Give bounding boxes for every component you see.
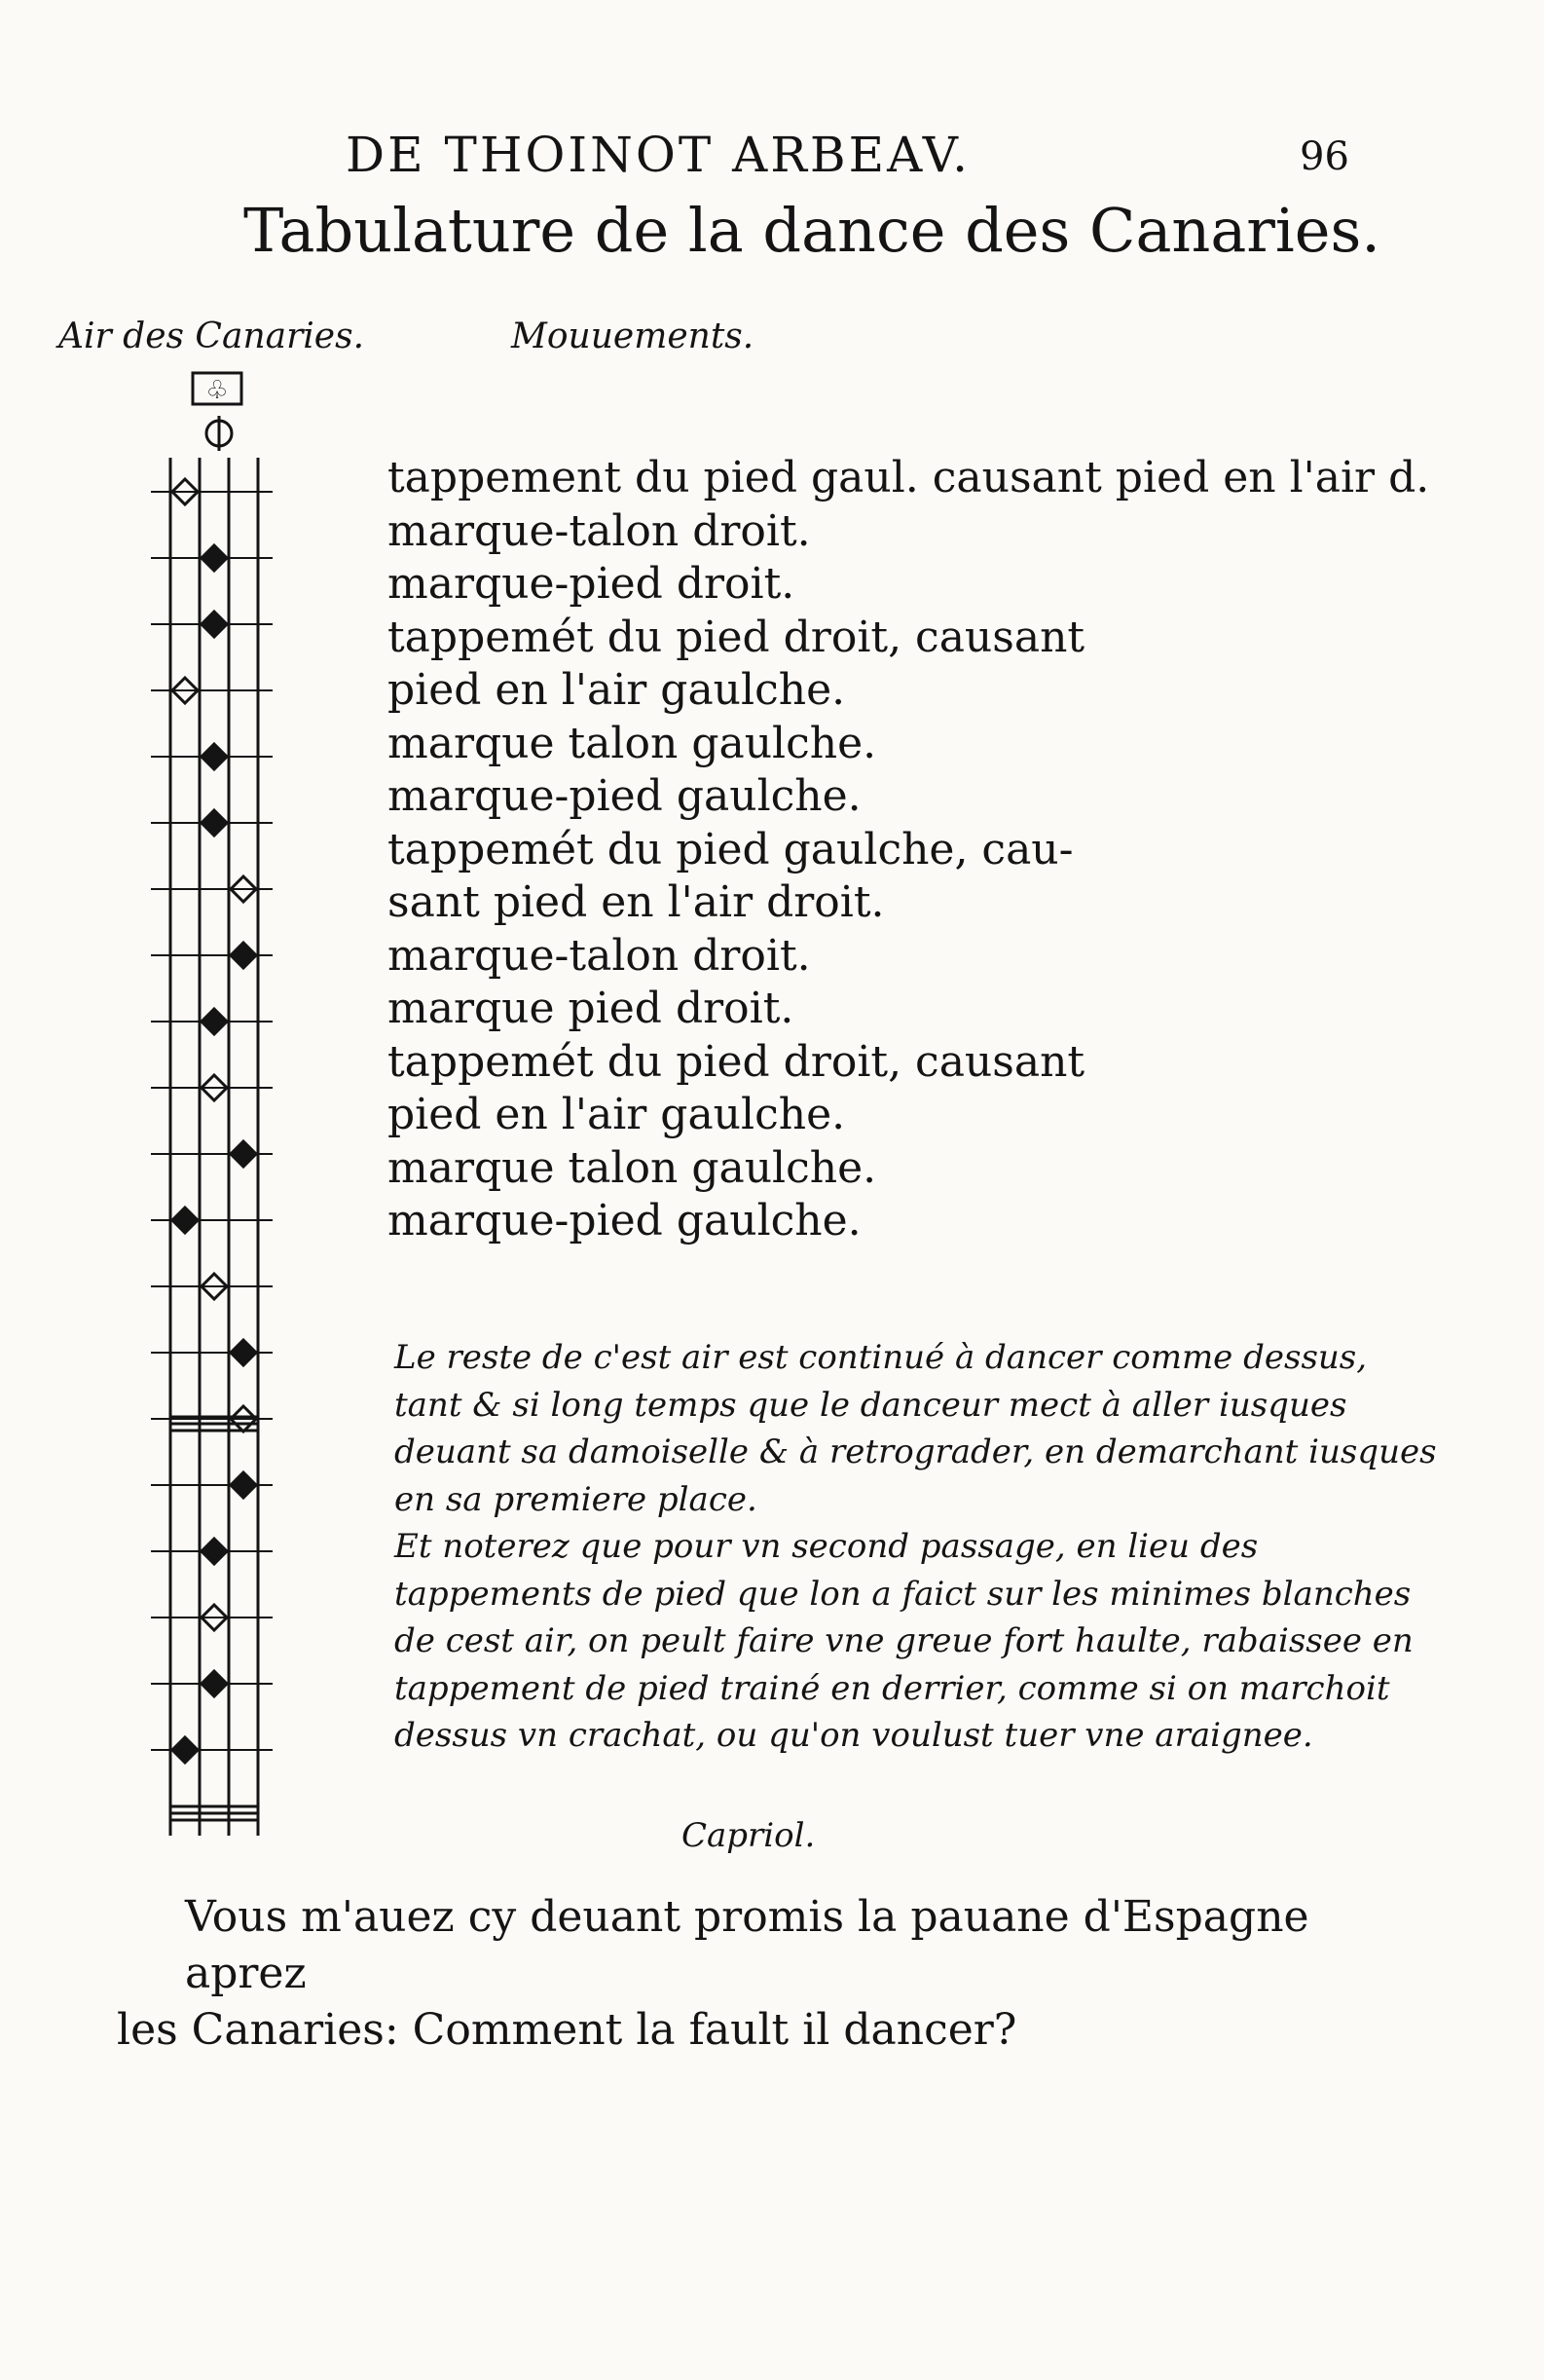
commentary-paragraph: Et noterez que pour vn second passage, en lieu des tappements de pied que lon a faict sur les minimes blanches de cest air, on peult faire vne greue fort haulte, rabaissee en tappement de pied trainé en derrier, comme si on marchoit dessus vn crachat, ou qu'on voulust tuer vne araignee. (394, 1527, 1414, 1755)
movement-line: marque-talon droit. (387, 505, 811, 556)
movement-line: marque talon gaulche. (387, 718, 877, 768)
movements-list (387, 452, 1429, 1248)
movement-line: marque pied droit. (387, 984, 794, 1033)
movement-line: pied en l'air gaulche. (387, 665, 846, 715)
dialogue-paragraph (117, 1889, 1421, 2059)
movement-line: marque-pied gaulche. (387, 771, 862, 821)
running-head: DE THOINOT ARBEAV. (346, 127, 972, 183)
movement-line: marque talon gaulche. (387, 1142, 877, 1193)
page-title: Tabulature de la dance des Canaries. (243, 195, 1380, 266)
time-signature-mark (206, 416, 232, 451)
column-head-movements: Mouuements. (511, 316, 754, 356)
movement-line: marque-pied droit. (387, 559, 795, 609)
commentary-block (394, 1334, 1441, 1760)
movement-line: tappemét du pied droit, causant (387, 612, 1085, 662)
svg-text:♧: ♧ (205, 376, 229, 405)
music-tablature (146, 365, 360, 1845)
page-number: 96 (1300, 134, 1349, 179)
movement-line: pied en l'air gaulche. (387, 1090, 846, 1139)
commentary-paragraph: Le reste de c'est air est continué à dancer comme dessus, tant & si long temps que le danceur mect à aller iusques deuant sa damoiselle & à retrograder, en demarchant iusques en sa premiere place. (394, 1338, 1437, 1519)
movement-line: marque-talon droit. (387, 930, 811, 981)
movement-line: tappemét du pied gaulche, cau- (387, 824, 1074, 874)
movement-line: sant pied en l'air droit. (387, 877, 885, 927)
dialogue-line: les Canaries: Comment la fault il dancer? (117, 2005, 1017, 2055)
movement-line: tappemét du pied droit, causant (387, 1036, 1085, 1087)
speaker-name: Capriol. (681, 1816, 816, 1855)
column-head-air: Air des Canaries. (58, 316, 365, 356)
movement-line: tappement du pied gaul. causant pied en l'air d. (387, 453, 1430, 502)
movement-line: marque-pied gaulche. (387, 1196, 862, 1246)
clef-mark (193, 373, 241, 405)
dialogue-line: Vous m'auez cy deuant promis la pauane d'Espagne aprez (185, 1892, 1309, 1998)
